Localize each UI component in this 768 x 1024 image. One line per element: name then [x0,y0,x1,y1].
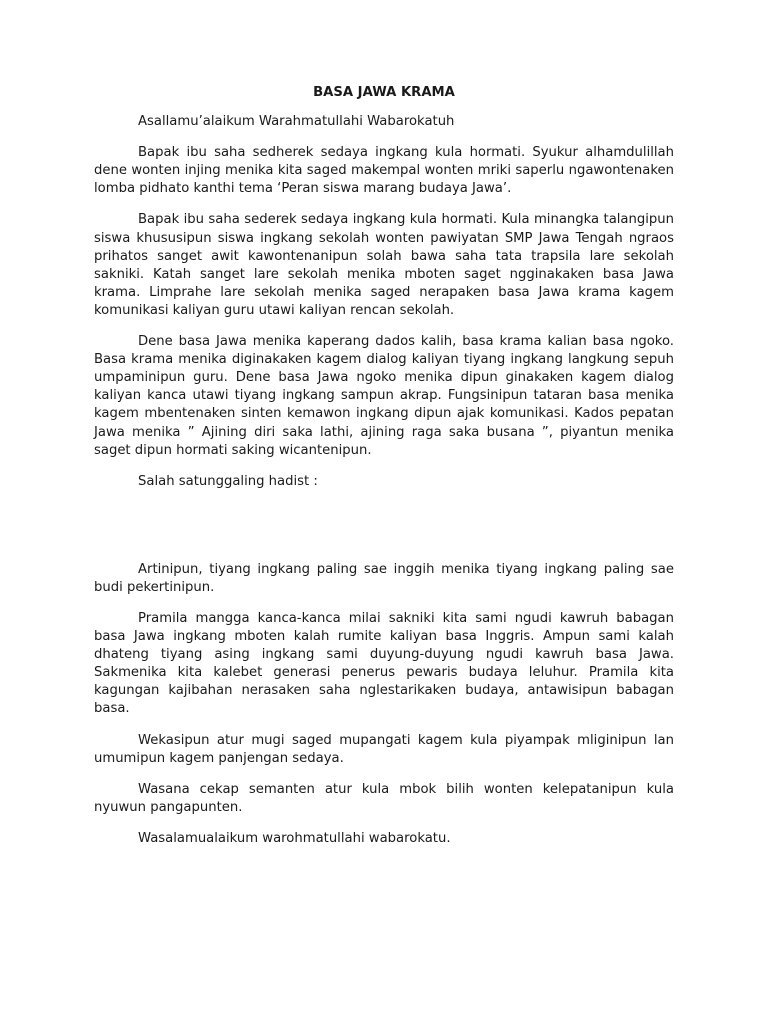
closing-salutation: Wasalamualaikum warohmatullahi wabarokatu. [138,830,451,846]
paragraph-invitation: Pramila mangga kanca-kanca milai sakniki kita sami ngudi kawruh babagan basa Jawa ingkang mboten kalah rumite kaliyan basa Inggris. Ampun sami kalah dhateng tiyang asing ingkang sami duyung-duyung ngudi kawruh basa Jawa. Sakmenika kita kalebet generasi penerus pewaris budaya leluhur. Pramila kita kagungan kajibahan nerasaken saha nglestarikaken budaya, antawisipun babagan basa. [94,610,674,717]
paragraph-hadith-intro: Salah satunggaling hadist : [138,473,318,489]
paragraph-concern: Bapak ibu saha sederek sedaya ingkang kula hormati. Kula minangka talangipun siswa khususipun siswa ingkang sekolah wonten pawiyatan SMP Jawa Tengah ngraos prihatos sanget awit kawontenanipun solah bawa saha tata trapsila lare sekolah sakniki. Katah sanget lare sekolah menika mboten saget ngginakaken basa Jawa krama. Limprahe lare sekolah menika saged nerapaken basa Jawa krama kagem komunikasi kaliyan guru utawi kaliyan rencan sekolah. [94,212,674,318]
paragraph-apology: Wasana cekap semanten atur kula mbok bilih wonten kelepatanipun kula nyuwun pangapunten. [94,781,674,815]
greeting: Asallamu’alaikum Warahmatullahi Wabarokatuh [138,114,455,130]
paragraph-hadith-meaning: Artinipun, tiyang ingkang paling sae inggih menika tiyang ingkang paling sae budi pekertinipun. [94,561,674,595]
hadith-blank-space [94,504,674,561]
paragraph-language-levels: Dene basa Jawa menika kaperang dados kalih, basa krama kalian basa ngoko. Basa krama menika diginakaken kagem dialog kaliyan tiyang ingkang langkung sepuh umpaminipun guru. Dene basa Jawa ngoko menika dipun ginakaken kagem dialog kaliyan kanca utawi tiyang ingkang sampun akrap. Fungsinipun tataran basa menika kagem mbentenaken sinten kemawon ingkang dipun ajak komunikasi. Kados pepatan Jawa menika ” Ajining diri saka lathi, ajining raga saka busana ”, piyantun menika saget dipun hormati saking wicantenipun. [94,334,674,458]
paragraph-opening: Bapak ibu saha sedherek sedaya ingkang kula hormati. Syukur alhamdulillah dene wonten injing menika kita saged makempal wonten mriki saperlu ngawontenaken lomba pidhato kanthi tema ‘Peran siswa marang budaya Jawa’. [94,145,674,197]
paragraph-hope: Wekasipun atur mugi saged mupangati kagem kula piyampak mliginipun lan umumipun kagem panjengan sedaya. [94,732,674,766]
document-title: BASA JAWA KRAMA [313,85,455,100]
